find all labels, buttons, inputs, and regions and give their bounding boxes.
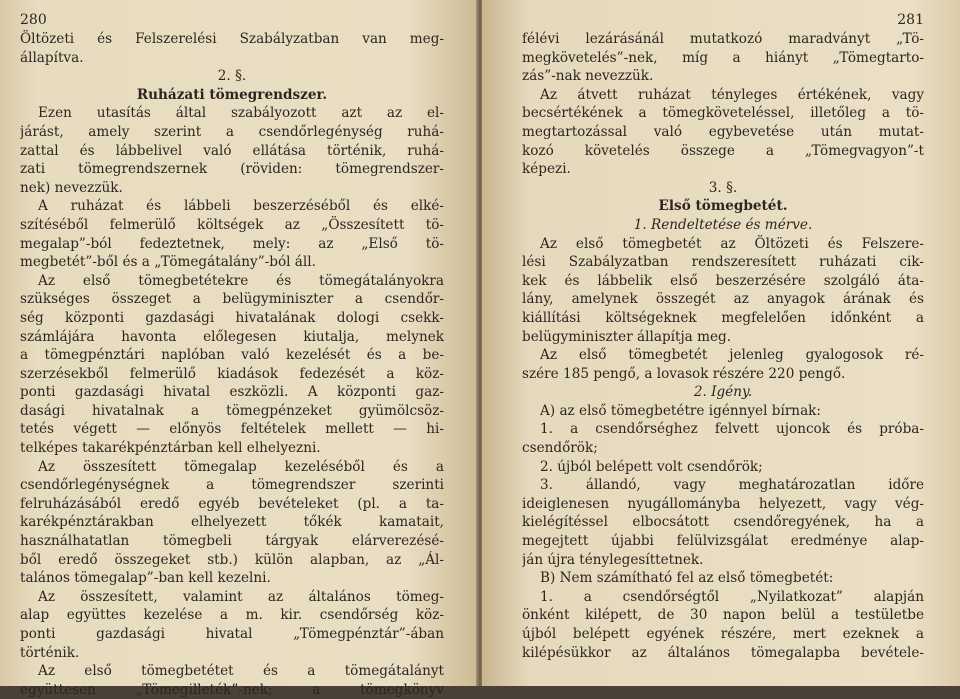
text-line: kielégítéssel elbocsátott csendőregyének, ha a — [522, 514, 924, 531]
text-line: képezi. — [522, 161, 571, 178]
text-line: zattal és lábbelivel való ellátása történik, ruhá- — [20, 142, 444, 159]
section-heading-line: 1. Rendeltetése és mérve. — [633, 216, 813, 233]
section-heading-line: Első tömegbetét. — [658, 198, 788, 215]
section-heading-line: 2. §. — [217, 68, 247, 85]
text-line: megtartozással való egybevetése után mutat- — [522, 123, 924, 140]
text-line: dasági hivatalnak a tömegpénzeket gyümölcsöz- — [20, 402, 444, 419]
text-line: kek és lábbelik első beszerzésére szolgáló áta- — [522, 272, 924, 289]
text-line: állapítva. — [20, 49, 84, 66]
text-line: 1. a csendőrséghez felvett ujoncok és próba- — [540, 421, 924, 438]
text-line: 2. újból belépett volt csendőrök; — [540, 458, 763, 475]
text-line: Az összesített, valamint az általános tömeg- — [38, 588, 444, 605]
text-line: a tömegpénztári naplóban való kezelését és a be- — [20, 347, 444, 364]
text-line: Az első tömegbetét jelenleg gyalogosok ré- — [540, 347, 924, 364]
text-line: megkövetelés”-nek, míg a hiányt „Tömegtarto- — [522, 49, 924, 66]
text-line: megbetét”-ből és a „Tömegátalány”-ból áll. — [20, 254, 316, 271]
text-line: csendőrlegénységnek a tömegrendszer szerinti — [20, 477, 444, 494]
right-page — [482, 0, 960, 686]
left-page — [0, 0, 478, 698]
text-line: önként kilépett, de 30 napon belül a testületbe — [522, 607, 924, 624]
text-line: félévi lezárásánál mutatkozó maradványt „Tö- — [522, 31, 924, 47]
text-line: kozó követelés összege a „Tömegvagyon”-t — [522, 142, 924, 159]
text-line: újból belépett egyének részére, mert ezeknek a — [522, 626, 924, 642]
text-line: történik. — [20, 644, 80, 661]
text-line: lési Szabályzatban rendszeresített ruházati cik- — [522, 254, 924, 271]
right-page-text — [522, 30, 924, 662]
text-line: Ezen utasítás által szabályozott azt az el- — [38, 105, 444, 122]
text-line: 3. állandó, vagy meghatározatlan időre — [540, 477, 924, 494]
text-line: kilépésükkor az általános tömegalapba bevétele- — [522, 644, 924, 661]
text-line: Öltözeti és Felszerelési Szabályzatban van meg- — [20, 31, 444, 47]
page-number-left: 280 — [20, 12, 47, 28]
text-line: A) az első tömegbetétre igénnyel bírnak: — [540, 402, 821, 419]
text-line: szükséges összeget a belügyminiszter a csendőr- — [20, 291, 444, 308]
text-line: B) Nem számítható fel az első tömegbetét: — [540, 570, 834, 587]
text-line: használhatatlan tömegbeli tárgyak elárverezésé- — [20, 533, 444, 550]
text-line: Az átvett ruházat tényleges értékének, vagy — [540, 86, 924, 103]
section-heading-line: 2. Igény. — [693, 384, 753, 401]
page-number-right: 281 — [897, 12, 924, 28]
text-line: ből eredő összegeket stb.) külön alapban, az „Ál- — [20, 551, 444, 568]
text-line: zati tömegrendszernek (röviden: tömegrendszer- — [20, 161, 444, 178]
text-line: lány, amelynek összegét az anyagok árának és — [522, 291, 924, 308]
text-line: tetés végett — előnyös feltételek mellett — hi- — [20, 421, 444, 438]
text-line: ponti gazdasági hivatal „Tömegpénztár”-ában — [20, 626, 444, 642]
text-line: Az első tömegbetét az Öltözeti és Felszere- — [540, 235, 924, 252]
text-line: járást, amely szerint a csendőrlegénység ruhá- — [20, 123, 444, 140]
text-line: 1. a csendőrségtől „Nyilatkozat” alapján — [540, 588, 924, 605]
text-line: ján újra ténylegesíttetnek. — [522, 551, 704, 568]
text-line: zás”-nak nevezzük. — [522, 68, 654, 85]
text-line: ideiglenesen nyugállományba helyezett, vagy vég- — [522, 495, 924, 512]
text-line: Az első tömegbetétekre és tömegátalányokra — [38, 272, 444, 289]
text-line: felruházásából eredő egyéb bevételeket (pl. a ta- — [20, 495, 444, 512]
text-line: telképes takarékpénztárban kell elhelyezni. — [20, 440, 321, 457]
text-line: Az első tömegbetétet és a tömegátalányt — [38, 663, 444, 680]
text-line: szére 185 pengő, a lovasok részére 220 pengő. — [522, 365, 846, 382]
section-heading-line: 3. §. — [708, 179, 738, 196]
text-line: ponti gazdasági hivatal eszközli. A központi gaz- — [20, 384, 444, 401]
text-line: talános tömegalap”-ban kell kezelni. — [20, 570, 271, 587]
text-line: A ruházat és lábbeli beszerzéséből és elké- — [38, 198, 444, 215]
text-line: szítéséből felmerülő költségek az „Összesített tö- — [20, 216, 444, 233]
text-line: kiállítási költségeknek megfelelően időnként a — [522, 309, 924, 326]
text-line: Az összesített tömegalap kezeléséből és a — [38, 458, 444, 475]
text-line: szerzésekből felmerülő kiadások fedezését a köz- — [20, 365, 444, 382]
text-line: együttesen „Tömegilleték”-nek; a tömegkönyv — [20, 681, 444, 698]
text-line: nek) nevezzük. — [20, 179, 123, 196]
left-page-text — [20, 30, 444, 699]
text-line: becsértékének a tömegköveteléssel, illetőleg a tö- — [522, 105, 924, 122]
text-line: alap együttes kezelése a m. kir. csendőrség köz- — [20, 607, 444, 624]
text-line: megejtett újabbi felülvizsgálat eredménye alap- — [522, 533, 924, 550]
text-line: ség központi gazdasági hivatalának dologi csekk- — [20, 309, 444, 326]
text-line: megalap”-ból fedeztetnek, mely: az „Első tö- — [20, 235, 444, 252]
text-line: karékpénztárakban elhelyezett tőkék kamatait, — [20, 514, 444, 531]
text-line: csendőrök; — [522, 440, 598, 457]
text-line: belügyminiszter állapítja meg. — [522, 328, 732, 345]
text-line: számlájára havonta előlegesen kiutalja, melynek — [20, 328, 444, 345]
section-heading-line: Ruházati tömegrendszer. — [136, 86, 328, 103]
